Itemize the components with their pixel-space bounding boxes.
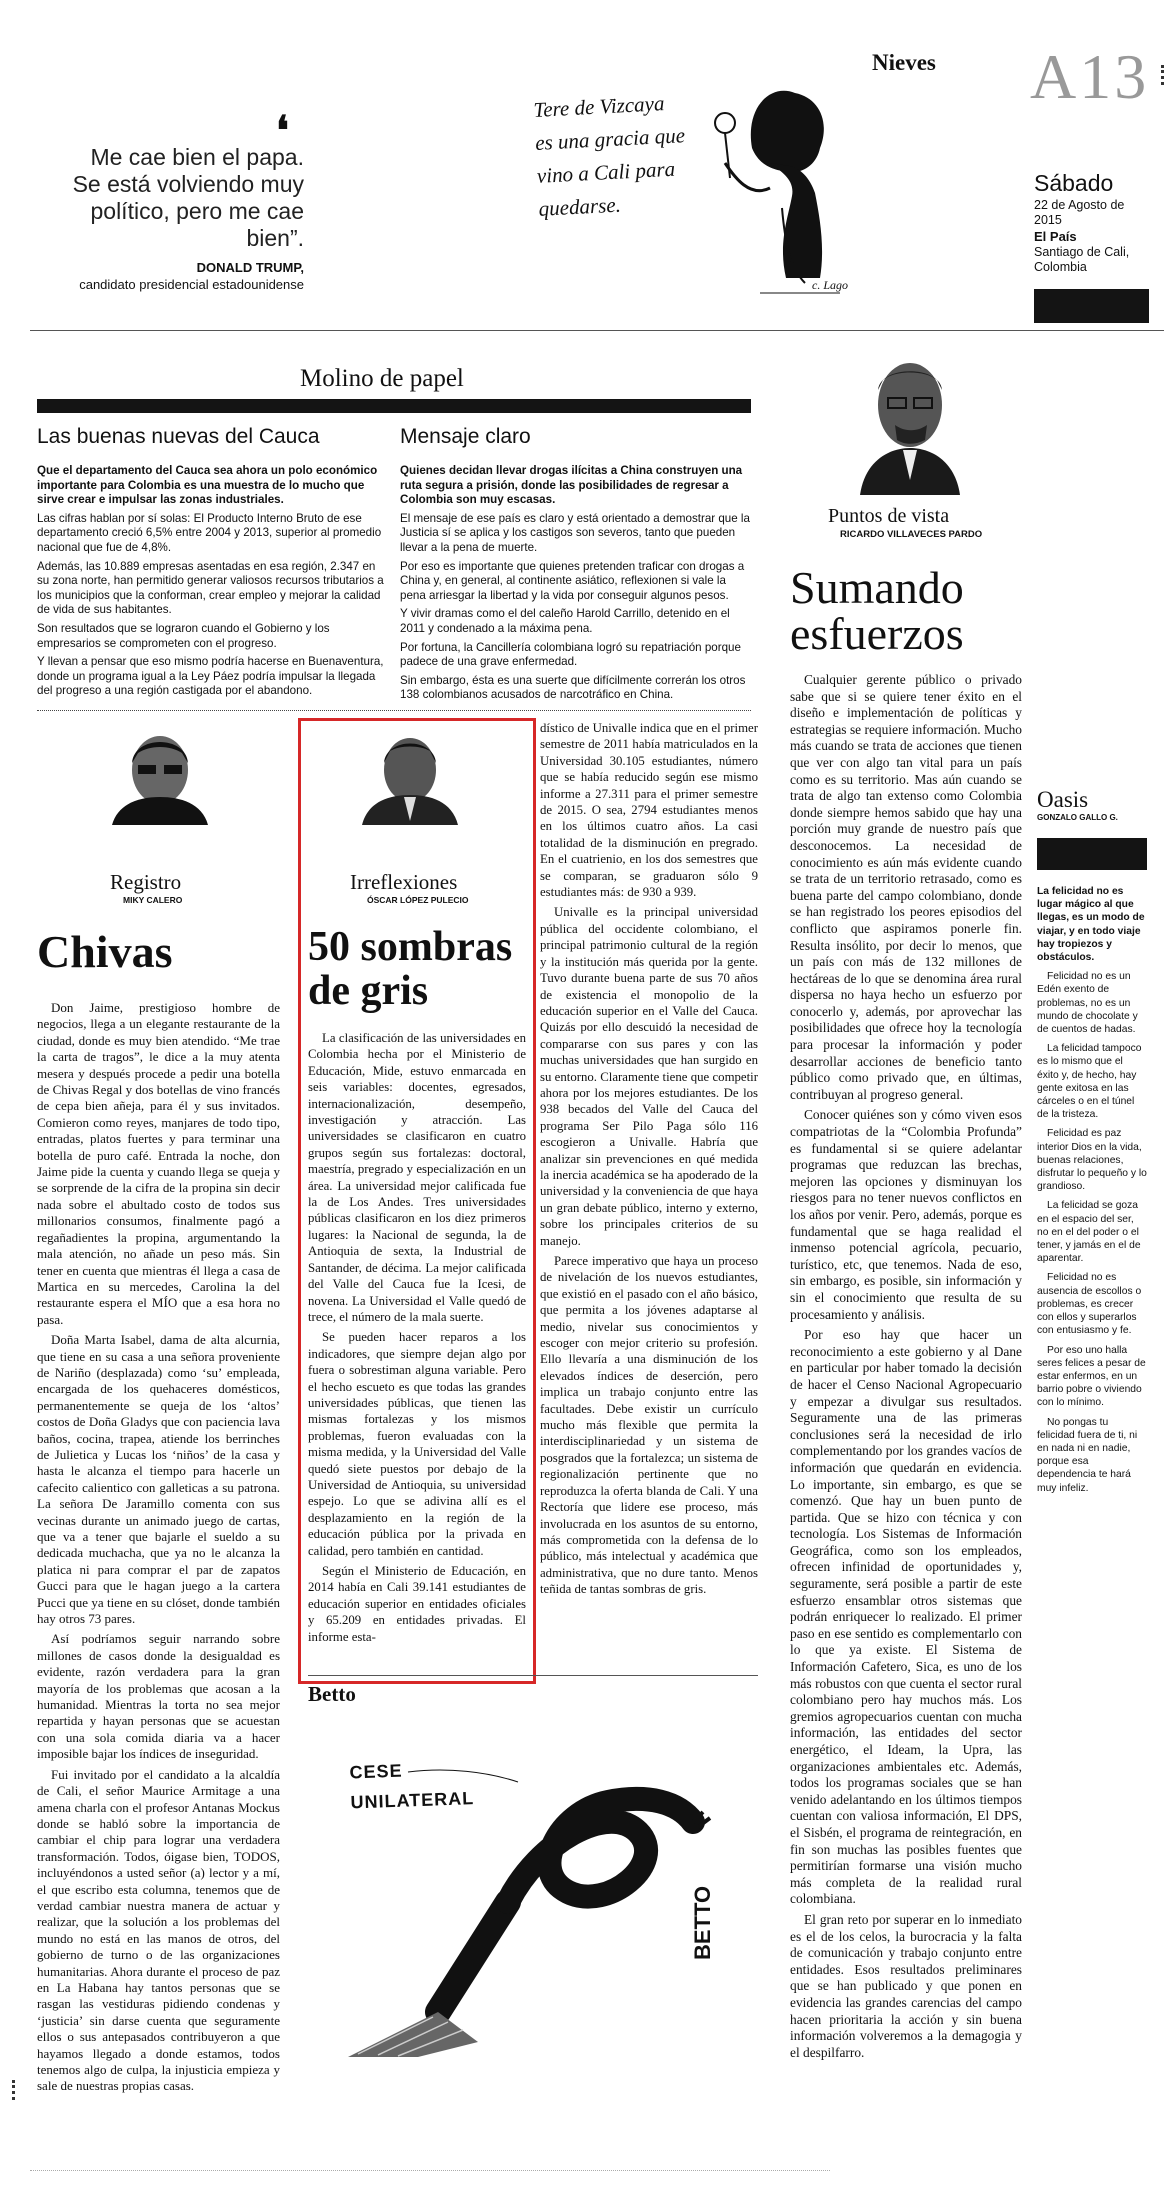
page-number: A13 xyxy=(1030,41,1150,112)
molino-left-heading: Las buenas nuevas del Cauca xyxy=(37,425,320,448)
oasis-p5: Felicidad no es ausencia de escollos o problemas, es crecer con ellos y superarlos con entusiasmo y fe. xyxy=(1037,1272,1142,1337)
puntos-title: Sumando esfuerzos xyxy=(790,562,964,659)
section-name: Nieves xyxy=(872,50,936,75)
oasis-p4: La felicidad se goza en el espacio del ser, no en el del poder o el tener, y jamás en el de aparentar. xyxy=(1037,1200,1141,1265)
page-dots-bottom xyxy=(12,2080,18,2100)
registro-author: MIKY CALERO xyxy=(123,895,183,905)
irreflexiones-cont-p3: Parece imperativo que haya un proceso de nivelación de los nuevos estudiantes, que existió en el pasado con el año básico, que permita a los jóvenes adaptarse al medio, nivelar sus conocimientos y escoger con mejor criterio su profesión. Ello llevaría a una disminución de los elevados índices de deserción, pero implica un trabajo conjunto entre las facultades. Debe existir un currículo mucho más flexible que permita la interdisciplinariedad y un sistema de posgrados que la fortalezca; un sistema de regionalización pertinente que no reproduzca la oferta blanda de Cali. Y una Rectoría que lidere ese proceso, más involucrada en los asuntos de su entorno, más comprometida con la defensa de lo público, más intelectual y académica que administrativa, que no dure tanto. Menos teñida de tantas sombras de gris. xyxy=(540,1254,758,1597)
molino-left-p1: Las cifras hablan por sí solas: El Producto Interno Bruto de ese departamento creció 6,5% entre 2004 y 2013, superior al promedio nacional que fue de 4,8%. xyxy=(37,511,382,554)
puntos-label: Puntos de vista xyxy=(828,505,950,527)
puntos-p2: Conocer quiénes son y cómo viven esos compatriotas de la “Colombia Profunda” es fundamental si se quiere adelantar programas que reduzcan las brechas, mejoren las opciones y disminuyan los riesgos para no tener nuevos conflictos en los años por venir. Pero, además, porque es fundamental que se haga realidad el inmenso potencial agrícola, pecuario, turístico, etc, que tenemos. Nada de eso, sin embargo, es posible, sin información y sin el conocimiento que resulta de su procesamiento y análisis. xyxy=(790,1107,1022,1322)
puntos-author: RICARDO VILLAVECES PARDO xyxy=(840,529,983,540)
quote-text: Me cae bien el papa. Se está volviendo muy político, pero me cae bien”. xyxy=(72,144,304,251)
molino-right-p5: Sin embargo, ésta es una suerte que difícilmente correrán los otros 138 colombianos acusados de narcotráfico en China. xyxy=(400,673,746,702)
city-name: Santiago de Cali, Colombia xyxy=(1034,245,1130,274)
registro-p1: Don Jaime, prestigioso hombre de negocios, llega a un elegante restaurante de la ciudad, donde es muy bien atendido. “Me trae la carta de tragos”, le dice a la muy atenta mesera y después procede a pedir una botella de Chivas Regal y dos botellas de vino francés de cepa bien añeja, para él y sus invitados. Comieron como reyes, manjares de todo tipo, entradas, platos fuertes y para terminar una botella de puro café. Entrada la noche, don Jaime pide la cuenta y cuando llega se queja y se sorprende de la cifra de la propina sin decir nada sobre el abultado costo de todos sus millonarios consumos, finalmente pagó a regañadientes la propina, argumentando la mala atención, no añade un peso más. Sin tener en cuenta que mientras él llega a casa de Martica en su mercedes, Carolina la del restaurante espera el MÍO que a esa hora no pasa. xyxy=(37,1000,280,1327)
irreflexiones-title: 50 sombras de gris xyxy=(308,924,513,1014)
registro-title: Chivas xyxy=(37,926,173,977)
molino-title: Molino de papel xyxy=(300,365,464,392)
puntos-article xyxy=(790,672,1022,2065)
registro-p3: Así podríamos seguir narrando sobre millones de casos donde la desigualdad es evidente, razón verdadera para la gran mayoría de los problemas que acosan a la humanidad. Mientras la torta no sea mejor repartida y hayan personas que se acuestan con una sola comida diaria va a hacer imposible bajar los índices de inseguridad. xyxy=(37,1631,280,1762)
registro-article xyxy=(37,1000,280,2099)
molino-right-p4: Por fortuna, la Cancillería colombiana logró su repatriación porque padece de una grave enfermedad. xyxy=(400,640,741,669)
oasis-author: GONZALO GALLO G. xyxy=(1037,813,1118,822)
bottom-rule xyxy=(30,2170,830,2171)
top-divider xyxy=(30,330,1164,331)
irreflexiones-author: ÓSCAR LÓPEZ PULECIO xyxy=(367,895,469,905)
molino-left-article xyxy=(37,464,389,703)
registro-author-photo xyxy=(110,725,210,825)
oasis-p6: Por eso uno halla seres felices a pesar de estar enfermos, en un barrio pobre o viviendo con lo mínimo. xyxy=(1037,1344,1146,1409)
oasis-lead: La felicidad no es lugar mágico al que llegas, es un modo de viajar, y en todo viaje hay tropiezos y obstáculos. xyxy=(1037,886,1145,964)
puntos-p3: Por eso hay que hacer un reconocimiento a este gobierno y al Dane en particular por haber tomado la decisión de hacer el Censo Nacional Agropecuario y empezar a divulgar sus resultados. Seguramente una de las primeras conclusiones será la necesidad de irlo complementando por los grandes vacíos de información que quedarán en evidencia. Lo importante, sin embargo, es que se comenzó. Que hay un buen punto de partida. Que se hizo con técnica y con tecnología. Los Sistemas de Información Geográfica, como son los empleados, ofrecen infinidad de oportunidades y, seguramente, será posible a partir de este esfuerzo ensamblar otros sistemas que podrán enriquecer lo realizado. El primer paso en ese sentido es complementarlo con lo que ya existe. El Sistema de Información Cafetero, Sica, es uno de los más robustos con que cuenta el sector rural colombiano pero hay muchos más. Los gremios agropecuarios cuentan con mucha información, las entidades del sector energético, el Ideam, la Upra, las organizaciones ambientales etc. Además, todos los programas sociales que se han venido adelantando en los últimos tiempos cuentan con valiosa información, El DPS, el Sisbén, el programa de reintegración, en fin son muchas las posibles fuentes que permitirían formarse una visión mucho más completa de la realidad rural colombiana. xyxy=(790,1327,1022,1907)
irreflexiones-p2: Se pueden hacer reparos a los indicadores, que siempre dejan algo por fuera o sobrestiman alguna variable. Pero el hecho escueto es que todas las grandes universidades públicas, que tienen las mismas fortalezas y los mismos problemas, fueron evaluadas con la misma medida, y la Universidad del Valle quedó siete puestos por debajo de la Universidad de Antioquia, su universidad espejo. Lo que se adivina allí es el desplazamiento en la región de la educación pública por la privada en calidad, pero también en cantidad. xyxy=(308,1330,526,1558)
irreflexiones-author-photo xyxy=(360,725,460,825)
molino-bottom-divider xyxy=(37,710,751,711)
oasis-article xyxy=(1037,885,1147,1501)
date-black-bar xyxy=(1034,289,1149,323)
quote-role: candidato presidencial estadounidense xyxy=(79,277,304,292)
puntos-p4: El gran reto por superar en lo inmediato es el de los celos, la burocracia y la falta de comunicación y trabajo conjunto entre entidades. Esos resultados preliminares que se han publicado y que ponen en evidencia las grandes carencias del campo hacen prioritaria la acción y sin buena información volveremos a la demagogia y el despilfarro. xyxy=(790,1911,1022,2060)
betto-label: Betto xyxy=(308,1682,356,1706)
quote-mark-icon: ❛ xyxy=(276,108,289,153)
registro-label: Registro xyxy=(110,870,182,894)
irreflexiones-p3: Según el Ministerio de Educación, en 2014 había en Cali 39.141 estudiantes de educación superior en entidades oficiales y 65.209 en entidades privadas. El informe esta- xyxy=(308,1564,526,1644)
puntos-author-photo xyxy=(855,350,965,495)
betto-divider xyxy=(308,1675,758,1676)
molino-left-p4: Y llevan a pensar que eso mismo podría hacerse en Buenaventura, donde un programa igual a la Ley Páez podría impulsar la llegada del progreso a una región castigada por el abandono. xyxy=(37,655,384,698)
page-dots xyxy=(1161,65,1167,85)
top-cartoon-signature: c. Lago xyxy=(812,278,848,292)
molino-right-heading: Mensaje claro xyxy=(400,425,531,448)
date-full: 22 de Agosto de 2015 xyxy=(1034,198,1125,227)
oasis-p2: La felicidad tampoco es lo mismo que el éxito y, de hecho, hay gente exitosa en las cárceles o en el túnel de la tristeza. xyxy=(1037,1043,1142,1121)
molino-right-p1: El mensaje de ese país es claro y está orientado a demostrar que la Justicia sí se aplica y los castigos son severos, tanto que pueden llevar a la pena de muerte. xyxy=(400,511,750,554)
oasis-p7: No pongas tu felicidad fuera de ti, ni en nada ni en nadie, porque esa dependencia te hará muy infeliz. xyxy=(1037,1416,1138,1494)
oasis-p1: Felicidad no es un Edén exento de problemas, no es un mundo de chocolate y de cuentos de hadas. xyxy=(1037,971,1138,1036)
molino-left-p3: Son resultados que se lograron cuando el Gobierno y los empresarios se comprometen con el progreso. xyxy=(37,621,330,650)
quote-author: DONALD TRUMP, xyxy=(196,260,304,275)
betto-signature: BETTO xyxy=(690,1885,715,1960)
registro-p2: Doña Marta Isabel, dama de alta alcurnia, que tiene en su casa a una señora proveniente de Nariño (desplazada) como ‘su’ empleada, encargada de los quehaceres domésticos, permanentemente se queja de los ‘altos’ costos de Doña Gladys que con paciencia lava baños, cocina, trapea, atiende los berrinches de Julietica y Lucas los ‘niños’ de la casa y hasta le alcanza el tiempo para hacerle un cafecito calientico con galleticas a su patrona. La señora De Jaramillo comenta con sus vecinas durante un animado juego de cartas, que va a tener que bajarle el sueldo a su dedicada muchacha, que ya no le alcanza la platica ni para comprar el par de zapatos Gucci para que le hagan juego a la cartera Pucci que ya tiene en su clóset, donde también hay otros 73 pares. xyxy=(37,1332,280,1627)
top-cartoon-caption: Tere de Vizcaya es una gracia que vino a Cali para quedarse. xyxy=(532,91,686,221)
molino-left-lead: Que el departamento del Cauca sea ahora un polo económico importante para Colombia es una muestra de lo mucho que sirve crear e impulsar las zonas industriales. xyxy=(37,464,378,507)
oasis-p3: Felicidad es paz interior Dios en la vida, buenas relaciones, disfrutar lo pequeño y lo grandioso. xyxy=(1037,1128,1147,1193)
date-day: Sábado xyxy=(1034,170,1114,196)
puntos-p1: Cualquier gerente público o privado sabe que si se quiere tener éxito en el diseño e implementación de políticas y estrategias se requiere información. Mucho más cuando se trata de acciones que tienen que ver con algo tan vital para un país como es su territorio. Mas aún cuando se trata de algo tan extenso como Colombia donde siempre hemos sabido que hay una porción muy grande de nuestro país que desconocemos. La necesidad de conocimiento es aún más evidente cuando se trata de un territorio retrasado, como es buena parte del campo colombiano, donde se han registrado los peores episodios del conflicto que aspiramos ponerle fin. Resulta insólito, por decir lo menos, que un país con más de 132 millones de hectáreas de lo que se denomina área rural dispersa no haya hecho un esfuerzo por conocerlo y, además, por aprovechar las posibilidades que ofrece hoy la tecnología para procesar la información y poder desarrollar acciones de beneficio tanto público como privado que, en últimas, contribuyan al progreso general. xyxy=(790,672,1022,1102)
irreflexiones-label: Irreflexiones xyxy=(350,870,458,894)
paper-name: El País xyxy=(1034,229,1077,244)
irreflexiones-continued xyxy=(540,720,758,1602)
registro-p4: Fui invitado por el candidato a la alcaldía de Cali, el señor Maurice Armitage a una amena charla con el profesor Antanas Mockus donde se habló sobre la importancia de cambiar el chip para lograr una verdadera transformación. Todos, óigase bien, TODOS, incluyéndonos a usted señor (a) lector y a mí, el que escribo esta columna, tenemos que de verdad cambiar nuestra manera de actuar y realizar, que la solución a los problemas del mundo no está en las manos de otros, del gobierno de turno o de las organizaciones humanitarias. Ahora durante el proceso de paz en La Habana hay tantos personas que se rasgan las vestiduras pidiendo condenas y ‘justicia’ sin darse cuenta que seguramente ellos o sus antepasados contribuyeron a que hayamos llegado a donde estamos, todos tenemos algo de culpa, la injusticia empieza y sale de nuestras propias casas. xyxy=(37,1766,280,2094)
molino-right-p3: Y vivir dramas como el del caleño Harold Carrillo, detenido en el 2011 y condenado a la máxima pena. xyxy=(400,607,730,635)
oasis-black-bar xyxy=(1037,838,1147,870)
irreflexiones-article xyxy=(308,1030,526,1649)
irreflexiones-cont-p2: Univalle es la principal universidad pública del occidente colombiano, el principal patrimonio cultural de la región y la institución más querida por la gente. Tuvo durante buena parte de sus 70 años de existencia el monopolio de la educación superior en el Valle del Cauca. Quizás por ello descuidó la necesidad de compararse con sus pares y con las muchas universidades que han surgido en su entorno. Claramente tiene que competir ahora por los mejores estudiantes. De los 938 becados del Valle del Cauca del programa Ser Pilo Paga sólo 116 escogieron a Univalle. Habría que analizar sin prevenciones en qué medida la inercia académica se ha apoderado de la universidad y la conveniencia de que haya un gran debate público, interno y externo, sobre los principales criterios de su manejo. xyxy=(540,905,758,1248)
molino-bar xyxy=(37,399,751,413)
molino-right-lead: Quienes decidan llevar drogas ilícitas a China construyen una ruta segura a prisión, donde las posibilidades de regresar a Colombia son muy escasas. xyxy=(400,464,743,507)
oasis-title: Oasis xyxy=(1037,787,1089,812)
molino-left-p2: Además, las 10.889 empresas asentadas en esa región, 2.347 en su zona norte, han permitido generar valiosos recursos tributarios a los municipios que la conforman, crear empleo y mejorar la calidad de vida de sus habitantes. xyxy=(37,559,384,617)
molino-right-article xyxy=(400,464,752,707)
irreflexiones-cont-p1: dístico de Univalle indica que en el primer semestre de 2011 había matriculados en la Universidad 30.105 estudiantes, número que se había reducido según ese mismo informe a 27.311 para el primer semestre de 2015. O sea, 2794 estudiantes menos en los últimos cuatro años. La casi totalidad de la disminución en pregrado. En el cuatrienio, en los dos semestres que se comparan, se graduaron sólo 9 estudiantes más: de 930 a 939. xyxy=(540,721,758,900)
betto-caption: CESE UNILATERAL xyxy=(349,1760,475,1813)
molino-right-p2: Por eso es importante que quienes pretenden traficar con drogas a China y, en general, al continente asiático, reflexionen si vale la pena arriesgar la libertad y la vida por conseguir algunos pesos. xyxy=(400,559,745,602)
irreflexiones-p1: La clasificación de las universidades en Colombia hecha por el Ministerio de Educación, Mide, estuvo enmarcada en seis variables: docentes, egresados, internacionalización, desempeño, investigación y atracción. Las universidades se clasificaron en cuatro grupos según sus fortalezas: doctoral, maestría, pregrado y especialización en un área. La universidad mejor calificada fue la de Los Andes. Tres universidades públicas clasificaron en los diez primeros lugares: la Nacional de segunda, la de Antioquia de sexta, la Industrial de Santander, de décima. La mejor calificada del Valle del Cauca fue la Icesi, de novena. La Universidad el Valle quedó de trece, el número de la mala suerte. xyxy=(308,1031,526,1324)
